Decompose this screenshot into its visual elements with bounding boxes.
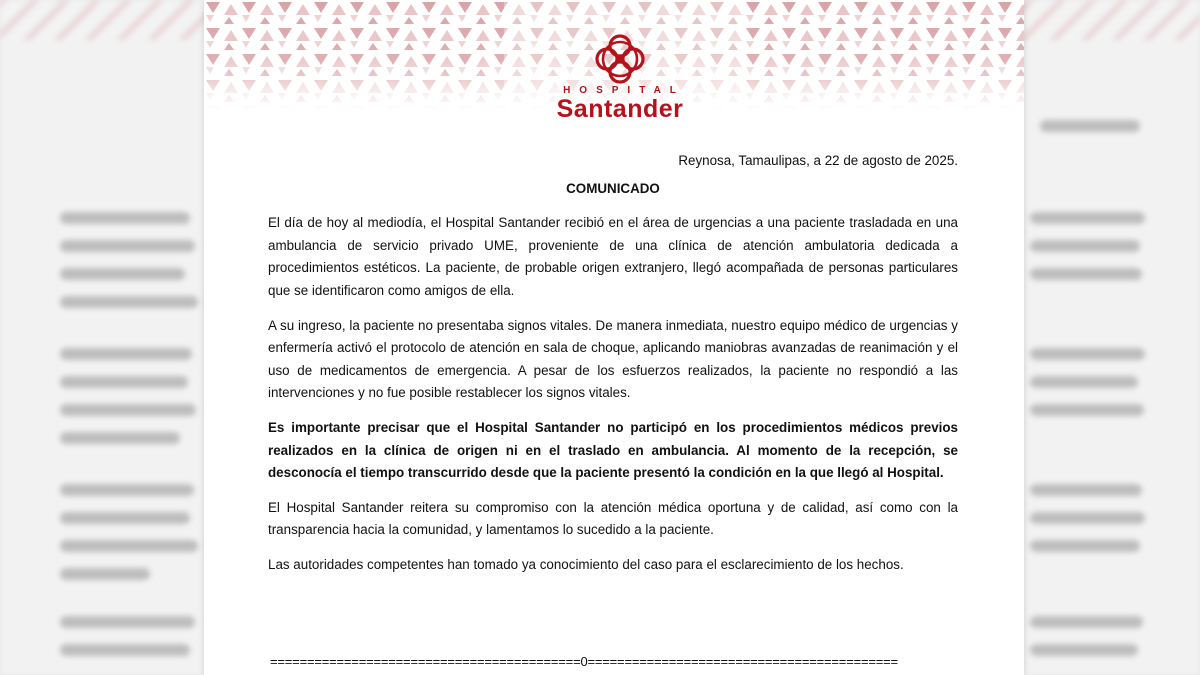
blurred-line xyxy=(60,404,196,416)
blurred-line xyxy=(60,484,194,496)
paragraph-3-bold: Es importante precisar que el Hospital Santander no participó en los procedimientos médicos previos realizados en la clínica de origen ni en el traslado en ambulancia. Al momento de la recepción, se desconocía el tiempo transcurrido desde que la paciente presentó la condición en la que llegó al Hospital. xyxy=(268,419,958,481)
blurred-line xyxy=(60,540,198,552)
letter-title: COMUNICADO xyxy=(566,180,660,196)
hospital-logo xyxy=(550,32,690,123)
date-line: Reynosa, Tamaulipas, a 22 de agosto de 2025. xyxy=(678,153,958,168)
blurred-line xyxy=(1030,484,1142,496)
letter-body xyxy=(268,150,958,589)
blurred-line xyxy=(60,212,190,224)
blurred-line xyxy=(1030,376,1138,388)
blurred-line xyxy=(60,268,185,280)
paragraph-4: El Hospital Santander reitera su compromiso con la atención médica oportuna y de calidad, así como con la transparencia hacia la comunidad, y lamentamos lo sucedido a la paciente. xyxy=(268,499,958,538)
blurred-line xyxy=(1030,540,1140,552)
blurred-line xyxy=(1030,268,1142,280)
blurred-line xyxy=(60,296,198,308)
blurred-line xyxy=(60,568,150,580)
blurred-line xyxy=(1030,616,1143,628)
blurred-line xyxy=(60,348,192,360)
blurred-line xyxy=(1030,644,1138,656)
blurred-line xyxy=(60,240,195,252)
blurred-line xyxy=(60,432,180,444)
blurred-line xyxy=(1030,404,1144,416)
paragraph-2: A su ingreso, la paciente no presentaba signos vitales. De manera inmediata, nuestro equipo médico de urgencias y enfermería activó el protocolo de atención en sala de choque, aplicando maniobras avanzadas de reanimación y el uso de medicamentos de emergencia. A pesar de los esfuerzos realizados, la paciente no respondió a las intervenciones y no fue posible restablecer los signos vitales. xyxy=(268,317,958,401)
blurred-line xyxy=(60,644,190,656)
celtic-knot-logo-icon xyxy=(590,32,650,86)
paragraph-1: El día de hoy al mediodía, el Hospital Santander recibió en el área de urgencias a una paciente trasladada en una ambulancia de servicio privado UME, proveniente de una clínica de atención ambulatoria dedicada a procedimientos estéticos. La paciente, de probable origen extranjero, llegó acompañada de personas particulares que se identificaron como amigos de ella. xyxy=(268,215,958,298)
paragraph-5: Las autoridades competentes han tomado ya conocimiento del caso para el esclarecimiento de los hechos. xyxy=(268,556,904,572)
blurred-line xyxy=(1030,348,1145,360)
letter-page xyxy=(204,0,1024,675)
separator-line: ==========================================0========================================== xyxy=(270,654,898,669)
blurred-line xyxy=(1030,512,1145,524)
blurred-line xyxy=(60,376,188,388)
logo-hospital-name: Santander xyxy=(556,95,684,123)
blurred-line xyxy=(1030,212,1145,224)
blurred-line xyxy=(60,512,190,524)
logo-hospital-word: HOSPITAL xyxy=(563,85,685,96)
blurred-line xyxy=(60,616,195,628)
blurred-line xyxy=(1040,120,1140,132)
blurred-line xyxy=(1030,240,1140,252)
